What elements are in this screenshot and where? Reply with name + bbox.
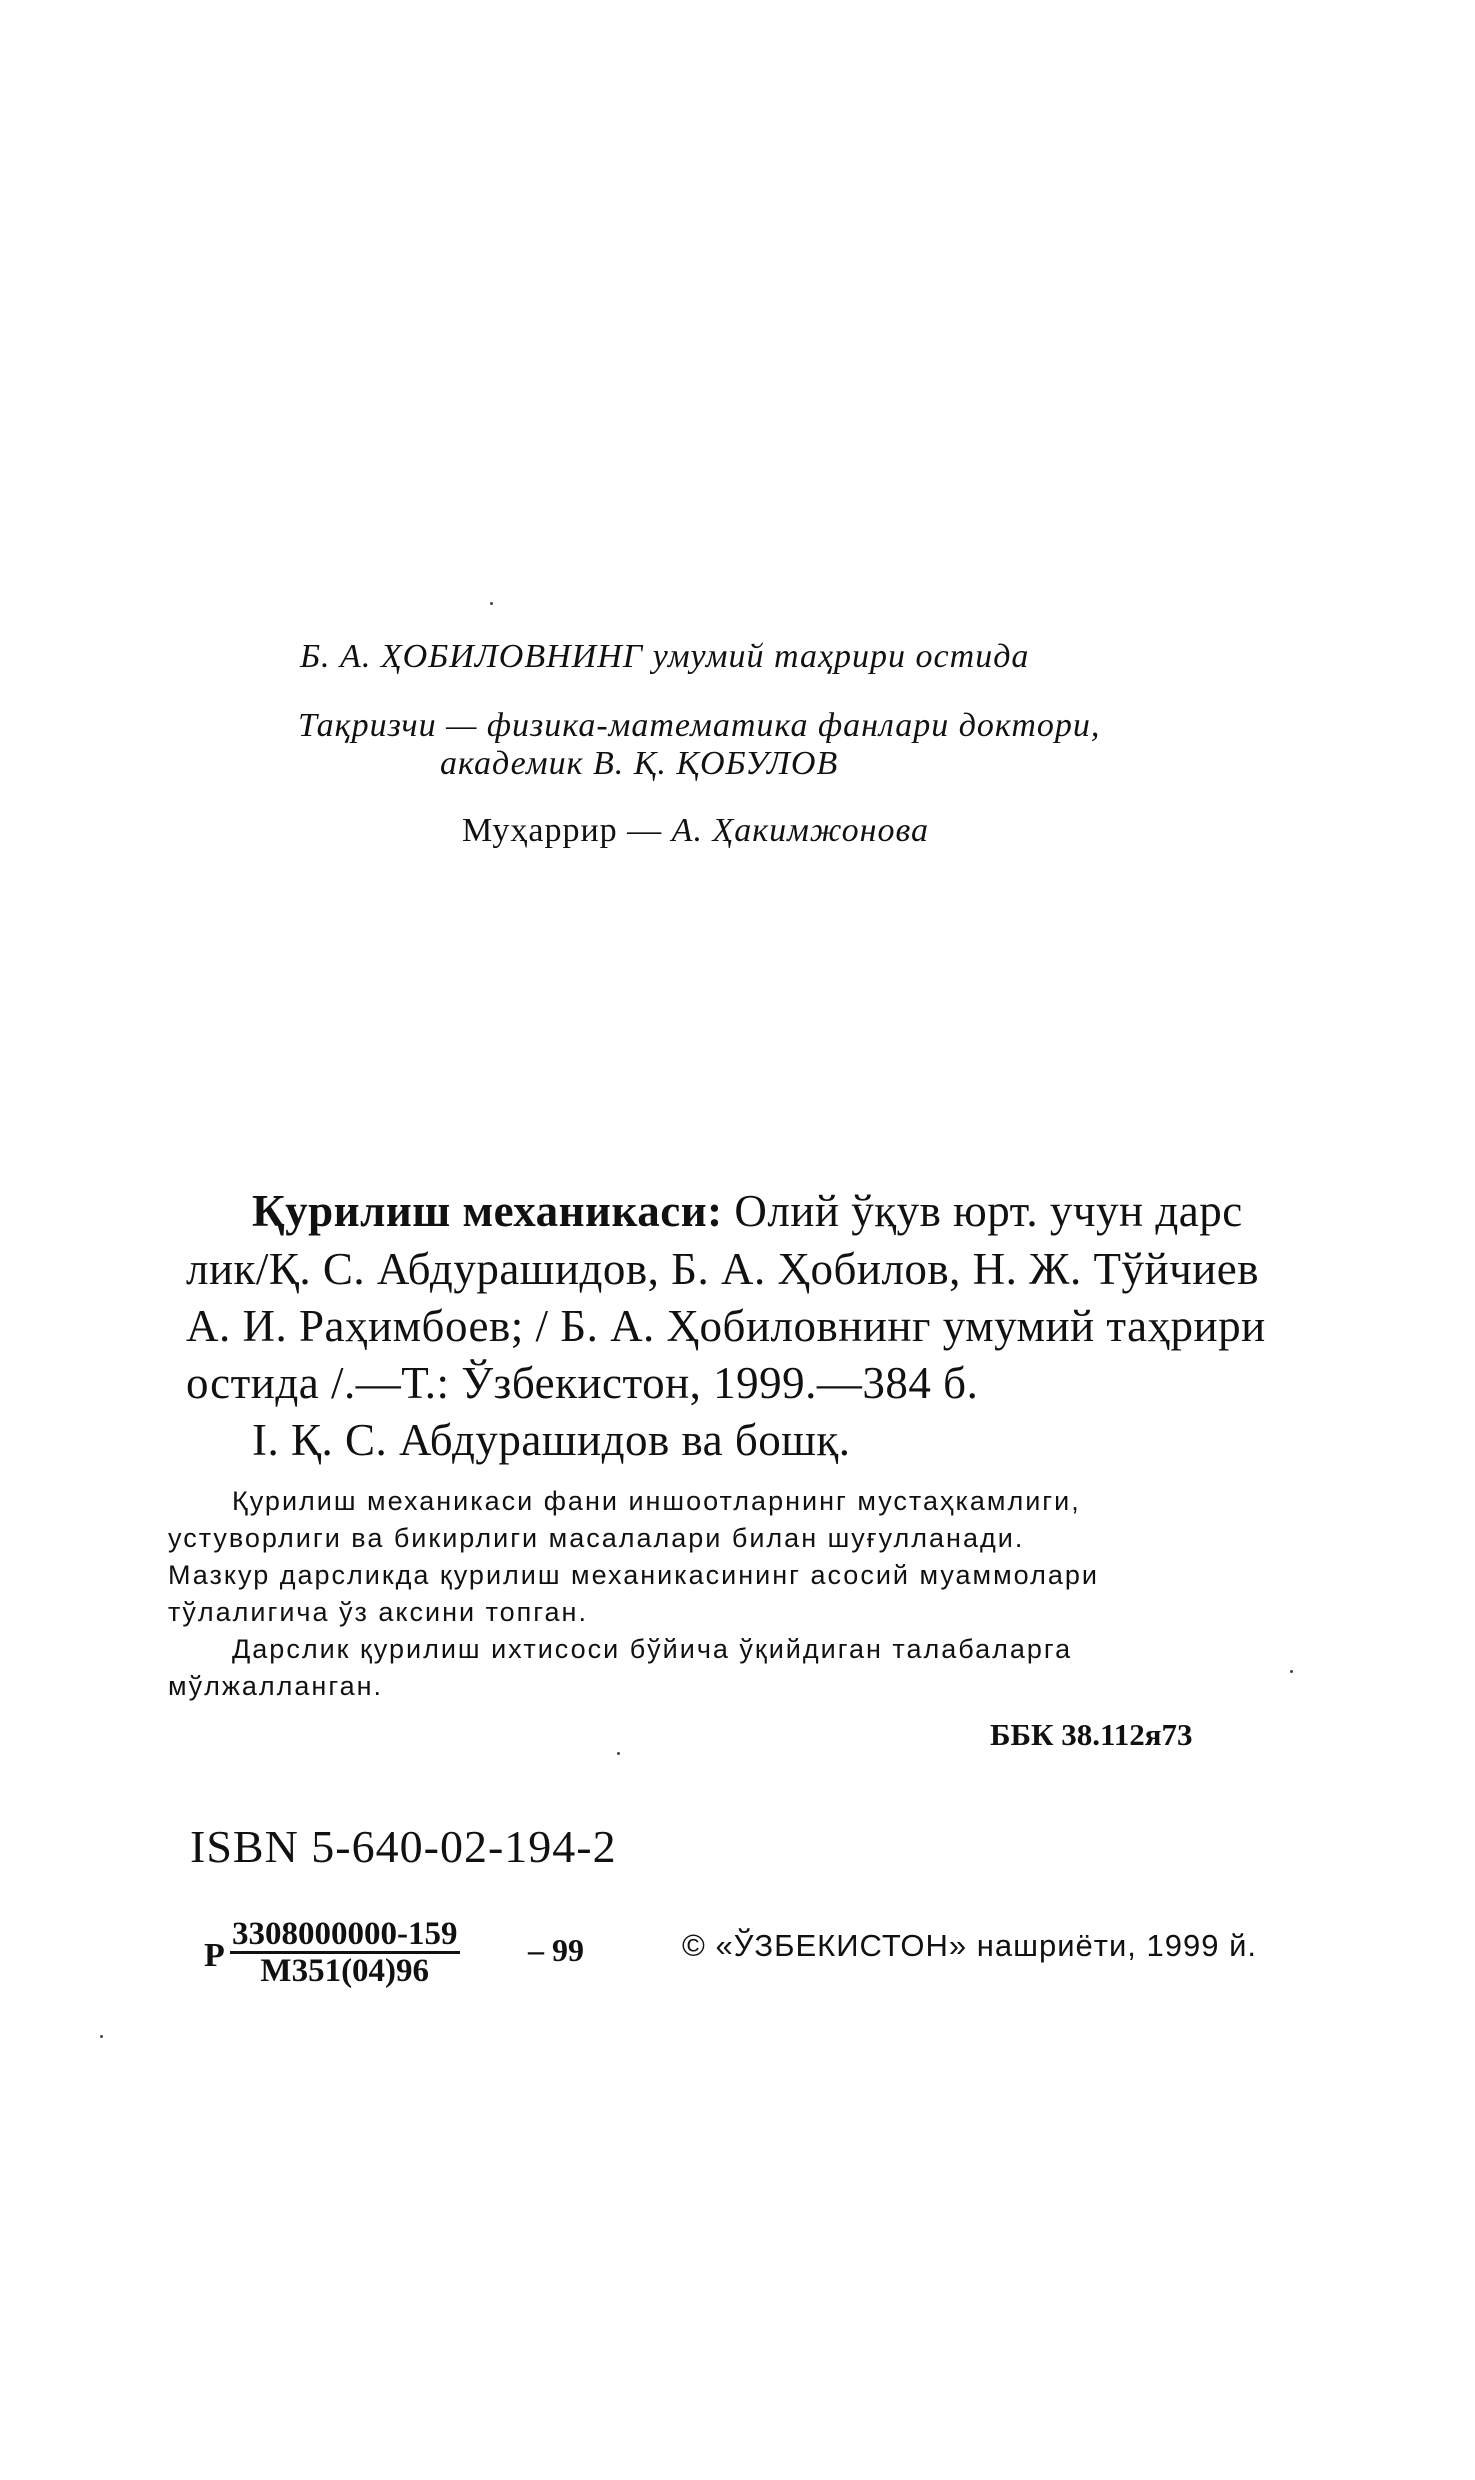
annotation-line-1: Қурилиш механикаси фани иншоотларнинг мустаҳкамлиги,: [232, 1486, 1081, 1516]
pubcode-letter: Р: [204, 1937, 225, 1974]
scan-speck: [490, 602, 493, 605]
annotation-line-5: Дарслик қурилиш ихтисоси бўйича ўқийдиган талабаларга: [232, 1634, 1073, 1664]
copyright-line: © «ЎЗБЕКИСТОН» нашриёти, 1999 й.: [682, 1928, 1257, 1963]
citation-line-5: I. Қ. С. Абдурашидов ва бошқ.: [252, 1415, 851, 1465]
copy-editor-name: А. Ҳакимжонова: [671, 812, 929, 849]
annotation-line-3: Мазкур дарсликда қурилиш механикасининг асосий муаммолари: [168, 1560, 1099, 1590]
citation-line-1: [252, 1185, 1243, 1237]
copy-editor-line: [462, 812, 929, 850]
scan-speck: [100, 2035, 103, 2038]
scan-speck: [1290, 1670, 1293, 1673]
pubcode-denominator: М351(04)96: [260, 1953, 430, 1989]
book-title: Қурилиш механикаси:: [252, 1186, 723, 1236]
annotation-line-4: тўлалигича ўз аксини топган.: [168, 1597, 588, 1627]
citation-line-3: А. И. Раҳимбоев; / Б. А. Ҳобиловнинг умумий таҳрири: [186, 1301, 1266, 1351]
annotation-line-2: устуворлиги ва бикирлиги масалалари билан шуғулланади.: [168, 1523, 1025, 1553]
copy-editor-label: Муҳаррир —: [462, 812, 672, 849]
isbn: ISBN 5-640-02-194-2: [190, 1821, 617, 1872]
pubcode-fraction: [230, 1917, 460, 1988]
pubcode-suffix: – 99: [528, 1932, 584, 1968]
editor-suffix: умумий таҳрири остида: [643, 638, 1030, 675]
reviewer-line-2: академик В. Қ. ҚОБУЛОВ: [440, 745, 839, 782]
editor-prefix: Б. А.: [300, 638, 381, 675]
citation-line-2: лик/Қ. С. Абдурашидов, Б. А. Ҳобилов, Н. Ж. Тўйчиев: [186, 1244, 1260, 1294]
scan-speck: [617, 1752, 620, 1755]
general-editor-line: [300, 638, 1029, 676]
annotation-line-6: мўлжалланган.: [168, 1671, 384, 1701]
bbk-code: ББК 38.112я73: [990, 1717, 1193, 1752]
pubcode-numerator: 3308000000-159: [232, 1916, 458, 1952]
reviewer-line-1: Тақризчи — физика-математика фанлари доктори,: [298, 707, 1101, 744]
citation-line-4: остида /.—Т.: Ўзбекистон, 1999.—384 б.: [186, 1358, 979, 1408]
citation-line-1-rest: Олий ўқув юрт. учун дарс: [722, 1186, 1243, 1236]
editor-name: ҲОБИЛОВНИНГ: [380, 638, 644, 675]
